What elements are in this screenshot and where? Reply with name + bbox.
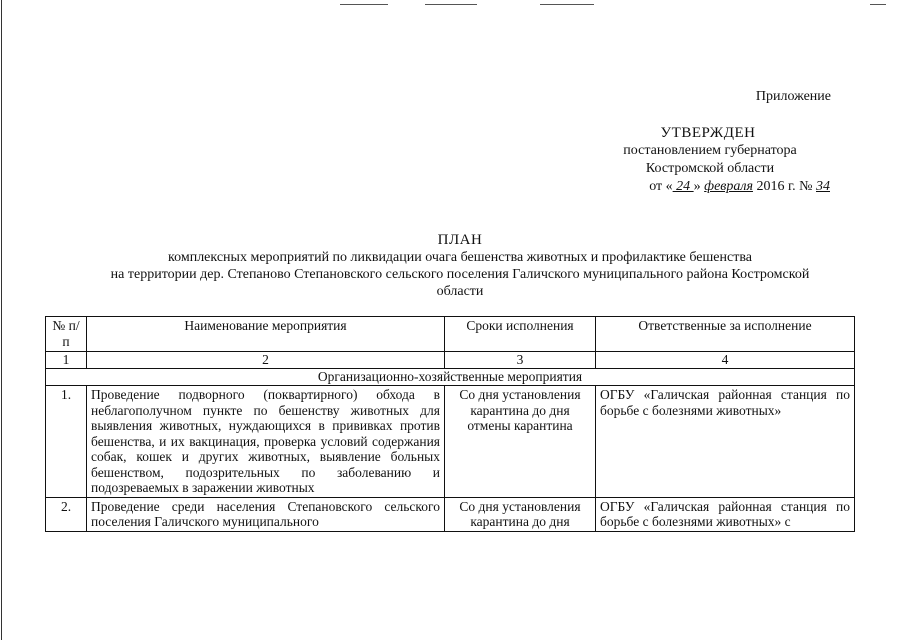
column-header-resp: Ответственные за исполнение — [596, 317, 855, 352]
row-responsible: ОГБУ «Галичская районная станция по борьбе с болезнями животных» с — [596, 497, 855, 531]
row-number: 1. — [46, 386, 87, 498]
row-term: Со дня установления карантина до дня отмены карантина — [445, 386, 596, 498]
scan-edge — [1, 0, 2, 640]
title-line3: области — [436, 284, 484, 299]
date-day: 24 — [672, 179, 694, 194]
plan-table — [45, 316, 855, 532]
date-month: февраля — [704, 179, 753, 194]
column-header-term: Сроки исполнения — [445, 317, 596, 352]
approval-block — [525, 88, 831, 196]
scan-artifact — [870, 4, 886, 5]
title-plan: ПЛАН — [437, 232, 483, 248]
title-line2: на территории дер. Степаново Степановского сельского поселения Галичского муниципального района Костромской — [110, 267, 810, 282]
section-row — [46, 369, 855, 386]
column-number: 1 — [46, 352, 87, 369]
approved-label: УТВЕРЖДЕН — [660, 125, 756, 141]
table-header-row — [46, 317, 855, 352]
row-number: 2. — [46, 497, 87, 531]
column-number-row — [46, 352, 855, 369]
column-header-name: Наименование мероприятия — [87, 317, 445, 352]
table-row — [46, 386, 855, 498]
scan-artifact — [340, 4, 388, 5]
column-header-num: № п/п — [46, 317, 87, 352]
row-activity: Проведение подворного (поквартирного) обхода в неблагополучном пункте по бешенству животных для выявления животных, нуждающихся в прививках против бешенства, и их вакцинация, проверка условий содержания собак, кошек и других животных, выявление больных бешенством, подозрительных по заболеванию и подозреваемых в заражении животных — [87, 386, 445, 498]
section-title: Организационно-хозяйственные мероприятия — [46, 369, 855, 386]
row-activity: Проведение среди населения Степановского сельского поселения Галичского муниципального — [87, 497, 445, 531]
table-row — [46, 497, 855, 531]
scan-artifact — [425, 4, 477, 5]
approved-by-line2: Костромской области — [645, 161, 775, 176]
column-number: 3 — [445, 352, 596, 369]
scan-artifact — [540, 4, 594, 5]
title-line1: комплексных мероприятий по ликвидации очага бешенства животных и профилактике бешенства — [168, 250, 752, 265]
row-responsible: ОГБУ «Галичская районная станция по борьбе с болезнями животных» — [596, 386, 855, 498]
approved-by-line1: постановлением губернатора — [623, 143, 797, 158]
column-number: 2 — [87, 352, 445, 369]
approval-date: от « 24 » февраля 2016 г. № 34 — [649, 179, 830, 194]
row-term: Со дня установления карантина до дня — [445, 497, 596, 531]
decree-number: 34 — [816, 179, 830, 194]
document-title — [40, 232, 880, 300]
appendix-label: Приложение — [755, 89, 831, 104]
column-number: 4 — [596, 352, 855, 369]
